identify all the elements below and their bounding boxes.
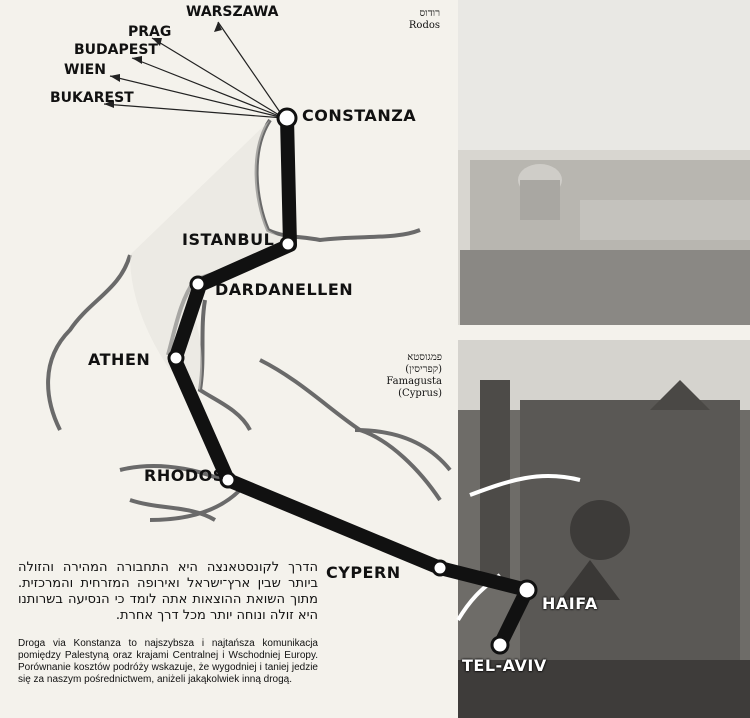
stop-dardanellen — [191, 277, 205, 291]
label-rhodos: RHODOS — [144, 466, 225, 485]
polish-text: Droga via Konstanza to najszybsza i najtańsza komunikacja pomiędzy Palestyną oraz krajami Centralnej i Wschodniej Europy. Porównanie kosztów podróży wskazuje, że wygodniej i taniej jedzie się za naszym pośrednictwem, aniżeli jakąkolwiek inną drogą. — [18, 638, 318, 685]
label-cypern: CYPERN — [326, 563, 401, 582]
stop-constanza — [278, 109, 296, 127]
caption-rodos-latin: Rodos — [408, 20, 440, 31]
label-telaviv: TEL-AVIV — [462, 656, 547, 675]
label-istanbul: ISTANBUL — [182, 230, 275, 249]
dest-wien: WIEN — [64, 62, 106, 78]
label-dardanellen: DARDANELLEN — [215, 280, 354, 299]
stop-cypern — [433, 561, 447, 575]
caption-famagusta — [360, 352, 442, 400]
caption-famagusta-hebrew2: (קפריסין) — [405, 364, 442, 375]
caption-famagusta-latin: Famagusta — [386, 376, 442, 387]
stop-istanbul — [281, 237, 295, 251]
hebrew-text: הדרך לקונסטאנצה היא התחבורה המהירה והזולה ביותר שבין ארץ־ישראל ואירופה המזרחית והמרכזית. מתוך השואת ההוצאות אתה לומד כי הנסיעה בשרותנו היא זולה ונוחה יותר מכל דרך אחרת. — [18, 560, 318, 623]
label-constanza: CONSTANZA — [302, 106, 417, 125]
dest-prag: PRAG — [128, 24, 172, 40]
label-haifa: HAIFA — [542, 594, 598, 613]
dest-warszawa: WARSZAWA — [186, 4, 279, 20]
label-athen: ATHEN — [88, 350, 151, 369]
stop-haifa — [518, 581, 536, 599]
caption-famagusta-hebrew: פמגוסטא — [407, 352, 442, 363]
dest-bukarest: BUKAREST — [50, 90, 134, 106]
stop-athen — [169, 351, 183, 365]
stop-telaviv — [492, 637, 508, 653]
caption-rodos-hebrew: רודוס — [419, 8, 440, 19]
caption-famagusta-latin2: (Cyprus) — [398, 388, 442, 399]
photo-rodos — [458, 0, 750, 325]
caption-rodos — [380, 8, 440, 32]
dest-budapest: BUDAPEST — [74, 42, 158, 58]
